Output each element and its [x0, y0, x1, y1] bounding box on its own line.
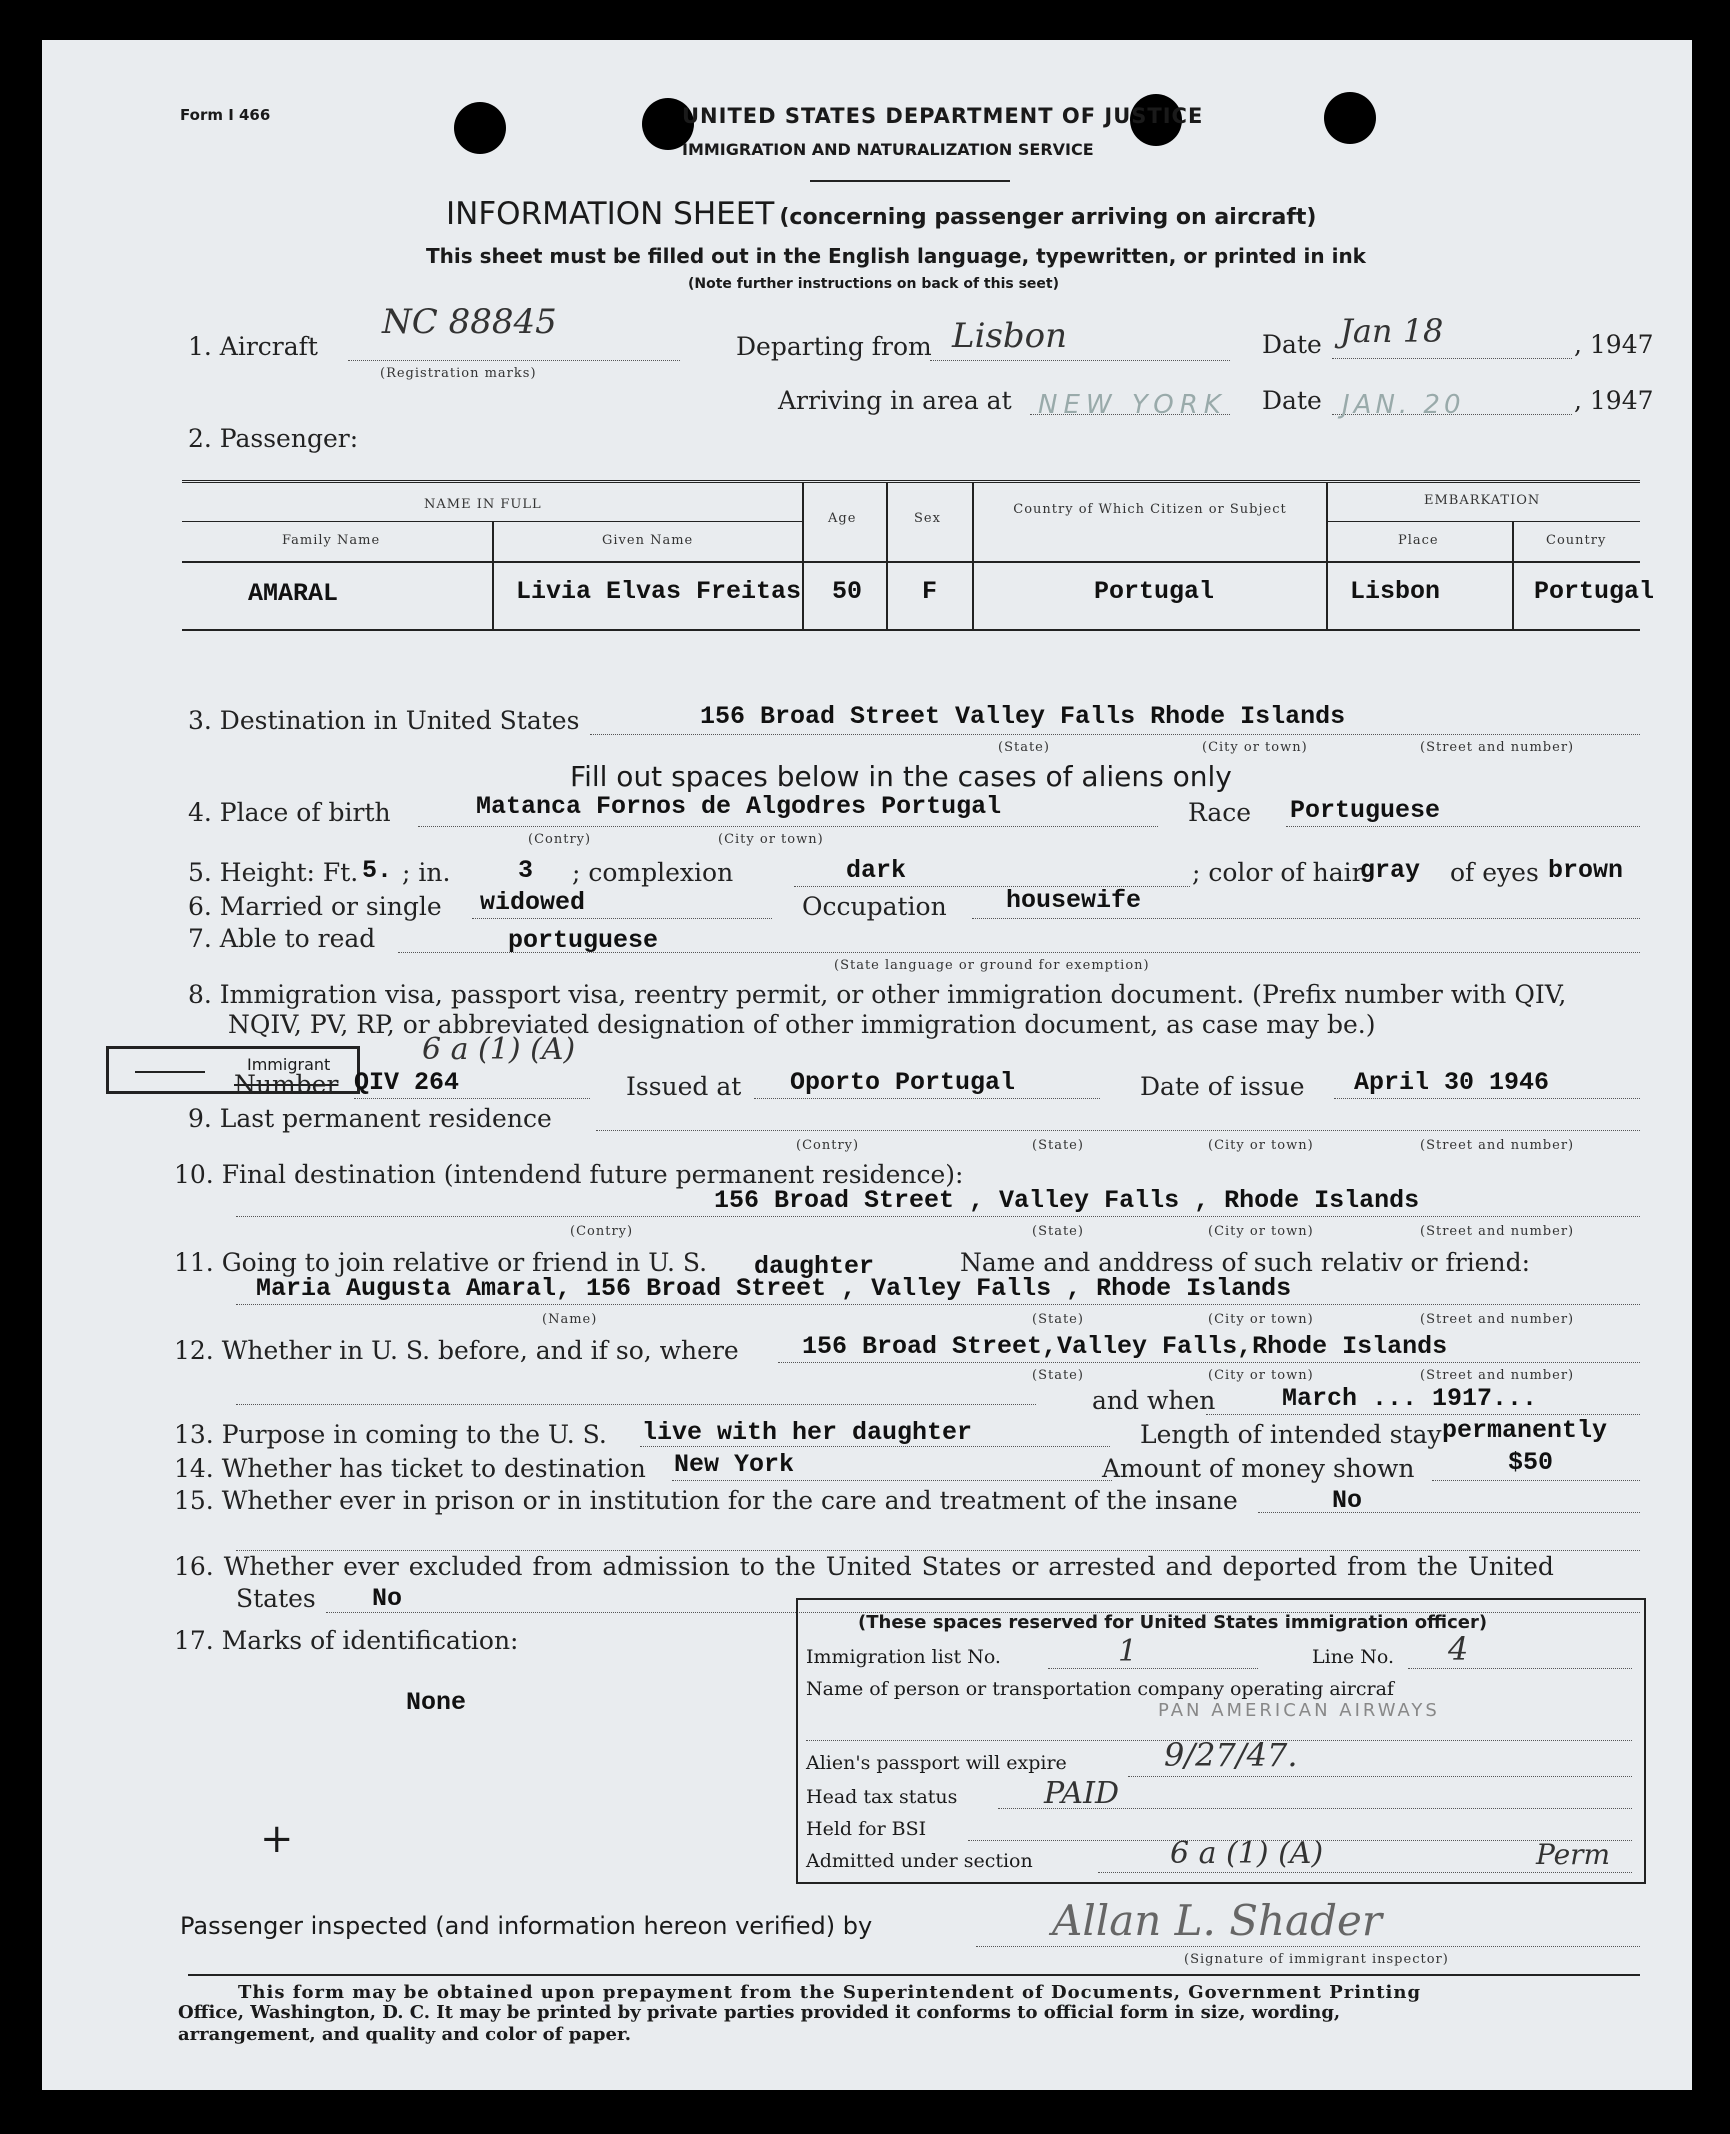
relative-cap-state: (State)	[1032, 1312, 1084, 1327]
citizen-value: Portugal	[1094, 577, 1215, 606]
before-cap-city: (City or town)	[1208, 1368, 1314, 1383]
complexion-label: ; complexion	[572, 858, 734, 887]
final-destination-line	[236, 1216, 1640, 1217]
visa-number-label: Number	[234, 1070, 339, 1099]
occupation-label: Occupation	[802, 892, 947, 921]
departing-line	[930, 360, 1230, 361]
relative-line	[236, 1304, 1640, 1305]
arrival-year: , 1947	[1574, 386, 1654, 415]
relative-value: daughter	[754, 1252, 875, 1281]
aliens-only-note: Fill out spaces below in the cases of aliens only	[570, 760, 1232, 793]
relative-address-value: Maria Augusta Amaral, 156 Broad Street , Valley Falls , Rhode Islands	[256, 1274, 1292, 1303]
marital-value: widowed	[480, 888, 586, 917]
purpose-label: 13. Purpose in coming to the U. S.	[174, 1420, 607, 1449]
destination-label: 3. Destination in United States	[188, 706, 580, 735]
visa-text-2: NQIV, PV, RP, or abbreviated designation of other immigration document, as case may be.)	[228, 1010, 1376, 1039]
purpose-value: live with her daughter	[642, 1418, 973, 1447]
arriving-value: NEW YORK	[1038, 390, 1227, 420]
visa-text-1: 8. Immigration visa, passport visa, reentry permit, or other immigration document. (Prefix number with QIV,	[188, 980, 1567, 1009]
destination-cap-city: (City or town)	[1202, 740, 1308, 755]
birthplace-cap-country: (Contry)	[528, 832, 592, 847]
relative-cap-street: (Street and number)	[1420, 1312, 1575, 1327]
given-name-header: Given Name	[602, 533, 694, 548]
when-label: and when	[1092, 1386, 1216, 1415]
final-destination-label: 10. Final destination (intendend future permanent residence):	[174, 1160, 964, 1189]
admitted-line	[1098, 1872, 1632, 1873]
stay-value: permanently	[1442, 1416, 1608, 1445]
last-res-cap-city: (City or town)	[1208, 1138, 1314, 1153]
line-no-line	[1408, 1668, 1632, 1669]
admitted-value: 6 a (1) (A)	[1170, 1836, 1324, 1871]
relative-label: 11. Going to join relative or friend in U. S.	[174, 1248, 708, 1277]
arriving-label: Arriving in area at	[778, 386, 1012, 415]
money-value: $50	[1508, 1448, 1554, 1477]
marital-label: 6. Married or single	[188, 892, 442, 921]
inspector-signature: Allan L. Shader	[1052, 1896, 1382, 1945]
ticket-label: 14. Whether has ticket to destination	[174, 1454, 646, 1483]
arrival-date-value: JAN. 20	[1342, 390, 1465, 420]
final-destination-value: 156 Broad Street , Valley Falls , Rhode Islands	[714, 1186, 1420, 1215]
company-label: Name of person or transportation company operating aircraf	[806, 1678, 1394, 1700]
embarkation-header: EMBARKATION	[1424, 493, 1541, 508]
visa-number-value: QIV 264	[354, 1068, 460, 1097]
marks-label: 17. Marks of identification:	[174, 1626, 519, 1655]
last-res-cap-country: (Contry)	[796, 1138, 860, 1153]
issue-date-line	[1334, 1098, 1640, 1099]
aircraft-value: NC 88845	[382, 302, 557, 342]
passenger-label: 2. Passenger:	[188, 424, 359, 453]
read-label: 7. Able to read	[188, 924, 376, 953]
aircraft-caption: (Registration marks)	[380, 366, 537, 381]
before-label: 12. Whether in U. S. before, and if so, where	[174, 1336, 739, 1365]
instructions-line-1: This sheet must be filled out in the English language, typewritten, or printed in ink	[426, 244, 1366, 268]
family-name-value: AMARAL	[248, 579, 339, 608]
birthplace-label: 4. Place of birth	[188, 798, 391, 827]
final-cap-state: (State)	[1032, 1224, 1084, 1239]
passport-expire-label: Alien's passport will expire	[806, 1752, 1067, 1774]
departing-label: Departing from	[736, 332, 932, 361]
relative-cap-city: (City or town)	[1208, 1312, 1314, 1327]
footer-line-3: arrangement, and quality and color of paper.	[178, 2024, 632, 2045]
header-rule	[810, 180, 1010, 182]
birthplace-line	[418, 826, 1158, 827]
date-line	[1332, 358, 1572, 359]
form-title	[446, 196, 1316, 232]
footer-line-2: Office, Washington, D. C. It may be printed by private parties provided it conforms to official form in size, wording,	[178, 2002, 1341, 2023]
form-number: Form I 466	[180, 106, 271, 124]
race-value: Portuguese	[1290, 796, 1441, 825]
read-caption: (State language or ground for exemption)	[834, 958, 1150, 973]
prison-value: No	[1332, 1486, 1363, 1515]
form-title-main: INFORMATION SHEET	[446, 196, 775, 232]
arrival-date-label: Date	[1262, 386, 1322, 415]
when-line	[1206, 1414, 1640, 1415]
eyes-value: brown	[1548, 856, 1624, 885]
birthplace-value: Matanca Fornos de Algodres Portugal	[476, 792, 1002, 821]
list-no-line	[1048, 1668, 1258, 1669]
date-label: Date	[1262, 330, 1322, 359]
family-name-header: Family Name	[282, 533, 381, 548]
marital-line	[472, 918, 772, 919]
ticket-value: New York	[674, 1450, 795, 1479]
instructions-line-2: (Note further instructions on back of this seet)	[688, 276, 1060, 292]
punch-hole	[1324, 92, 1376, 144]
height-label: 5. Height: Ft.	[188, 858, 359, 887]
prison-label: 15. Whether ever in prison or in institution for the care and treatment of the insane	[174, 1486, 1238, 1515]
issued-label: Issued at	[626, 1072, 742, 1101]
eyes-label: of eyes	[1450, 858, 1539, 887]
final-cap-city: (City or town)	[1208, 1224, 1314, 1239]
destination-cap-state: (State)	[998, 740, 1050, 755]
issue-date-value: April 30 1946	[1354, 1068, 1550, 1097]
embark-country-value: Portugal	[1534, 577, 1655, 606]
officer-box	[796, 1598, 1646, 1884]
race-line	[1286, 826, 1640, 827]
height-in: 3	[518, 856, 534, 885]
before-line	[778, 1362, 1640, 1363]
visa-number-line	[354, 1098, 590, 1099]
aircraft-line	[348, 360, 680, 361]
sex-header: Sex	[914, 511, 941, 526]
issued-line	[754, 1098, 1100, 1099]
last-residence-label: 9. Last permanent residence	[188, 1104, 552, 1133]
destination-cap-street: (Street and number)	[1420, 740, 1575, 755]
given-name-value: Livia Elvas Freitas	[516, 577, 802, 606]
before-value: 156 Broad Street,Valley Falls,Rhode Islands	[802, 1332, 1448, 1361]
stay-label: Length of intended stay	[1140, 1420, 1442, 1449]
date-value: Jan 18	[1340, 312, 1444, 350]
bsi-label: Held for BSI	[806, 1818, 927, 1840]
destination-line	[590, 734, 1640, 735]
prison-line	[1258, 1512, 1640, 1513]
marks-value: None	[406, 1688, 467, 1717]
place-value: Lisbon	[1350, 577, 1441, 606]
immigrant-stamp-text: Immigrant	[247, 1055, 331, 1074]
when-value: March ... 1917...	[1282, 1384, 1538, 1413]
race-label: Race	[1188, 798, 1252, 827]
form-title-sub: (concerning passenger arriving on aircraft)	[779, 205, 1317, 230]
footer-rule	[188, 1974, 1640, 1976]
height-ft: 5.	[362, 856, 393, 885]
birthplace-cap-city: (City or town)	[718, 832, 824, 847]
line-no-label: Line No.	[1312, 1646, 1394, 1668]
before-cap-street: (Street and number)	[1420, 1368, 1575, 1383]
aircraft-label: 1. Aircraft	[188, 332, 318, 361]
passport-expire-line	[1128, 1776, 1632, 1777]
final-cap-country: (Contry)	[570, 1224, 634, 1239]
head-tax-label: Head tax status	[806, 1786, 958, 1808]
money-label: Amount of money shown	[1102, 1454, 1415, 1483]
age-header: Age	[828, 511, 857, 526]
excluded-label-2: States	[236, 1584, 316, 1613]
relative-cap-name: (Name)	[542, 1312, 598, 1327]
head-tax-value: PAID	[1044, 1776, 1119, 1811]
punch-hole	[454, 102, 506, 154]
issued-value: Oporto Portugal	[790, 1068, 1016, 1097]
height-in-label: ; in.	[402, 858, 451, 887]
excluded-value: No	[372, 1584, 403, 1613]
list-no-label: Immigration list No.	[806, 1646, 1001, 1668]
sex-value: F	[922, 577, 938, 606]
signature-line	[976, 1946, 1640, 1947]
ticket-line	[672, 1480, 1112, 1481]
money-line	[1432, 1480, 1640, 1481]
relative-name-label: Name and anddress of such relativ or friend:	[960, 1248, 1531, 1277]
line-no-value: 4	[1448, 1630, 1469, 1668]
signature-caption: (Signature of immigrant inspector)	[1184, 1952, 1449, 1967]
departing-value: Lisbon	[952, 316, 1068, 356]
prison-line-2	[236, 1550, 1640, 1551]
footer-line-1: This form may be obtained upon prepayment from the Superintendent of Documents, Government Printing	[238, 1982, 1422, 2003]
embark-country-header: Country	[1546, 533, 1607, 548]
issue-date-label: Date of issue	[1140, 1072, 1305, 1101]
date-year: , 1947	[1574, 330, 1654, 359]
citizen-header: Country of Which Citizen or Subject	[1013, 502, 1287, 517]
hair-value: gray	[1360, 856, 1421, 885]
before-line-2	[236, 1404, 1036, 1405]
department-title: UNITED STATES DEPARTMENT OF JUSTICE	[682, 104, 1204, 128]
age-value: 50	[832, 577, 863, 606]
inspected-label: Passenger inspected (and information hereon verified) by	[180, 1912, 873, 1940]
final-cap-street: (Street and number)	[1420, 1224, 1575, 1239]
hair-label: ; color of hair	[1192, 858, 1364, 887]
last-residence-line	[596, 1130, 1640, 1131]
cross-mark: +	[260, 1816, 294, 1862]
last-res-cap-street: (Street and number)	[1420, 1138, 1575, 1153]
service-title: IMMIGRATION AND NATURALIZATION SERVICE	[682, 140, 1094, 159]
passport-expire-value: 9/27/47.	[1164, 1736, 1298, 1774]
admitted-note: Perm	[1536, 1838, 1611, 1871]
document-sheet	[42, 40, 1692, 2090]
officer-box-title: (These spaces reserved for United States immigration officer)	[858, 1612, 1488, 1633]
admitted-label: Admitted under section	[806, 1850, 1033, 1872]
occupation-line	[972, 918, 1640, 919]
place-header: Place	[1398, 533, 1439, 548]
name-in-full-header: NAME IN FULL	[424, 497, 542, 512]
excluded-label-1: 16. Whether ever excluded from admission to the United States or arrested and deported from the United	[174, 1552, 1554, 1581]
read-value: portuguese	[508, 926, 659, 955]
visa-handnote: 6 a (1) (A)	[422, 1032, 576, 1067]
occupation-value: housewife	[1006, 886, 1142, 915]
complexion-value: dark	[846, 856, 907, 885]
before-cap-state: (State)	[1032, 1368, 1084, 1383]
list-no-value: 1	[1118, 1634, 1138, 1669]
company-value: PAN AMERICAN AIRWAYS	[1158, 1700, 1440, 1721]
destination-value: 156 Broad Street Valley Falls Rhode Islands	[700, 702, 1346, 731]
passenger-table	[182, 480, 1655, 631]
last-res-cap-state: (State)	[1032, 1138, 1084, 1153]
